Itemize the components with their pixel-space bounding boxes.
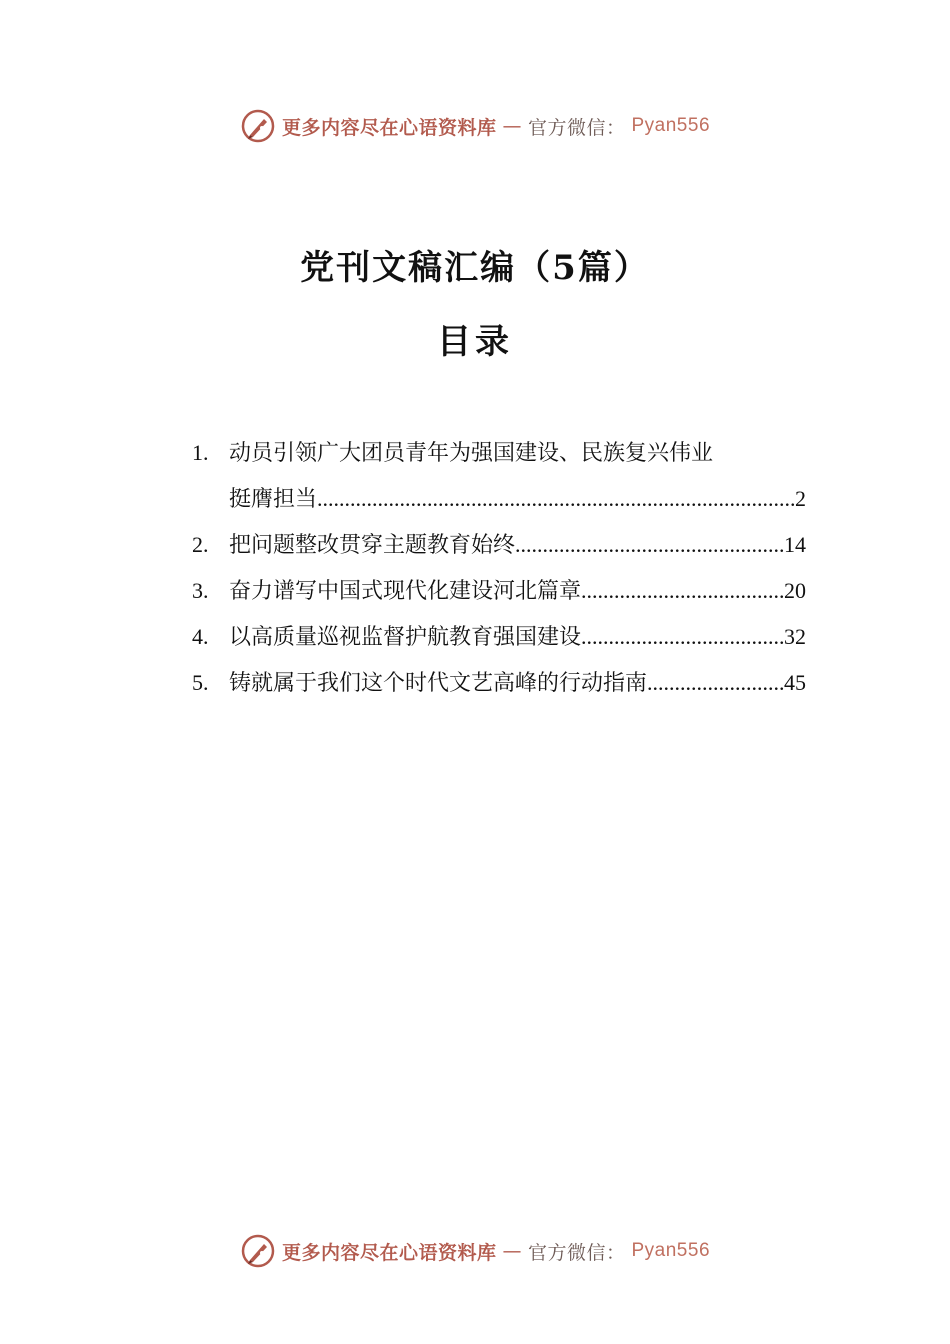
toc-entry-page: 45 — [784, 670, 806, 695]
toc-dot-leader — [317, 476, 795, 522]
table-of-contents — [192, 430, 806, 706]
pen-logo-icon — [240, 1233, 276, 1269]
watermark-wechat-id: Pyan556 — [631, 1240, 711, 1261]
toc-entry-number: 4. — [192, 624, 209, 649]
toc-entry-line — [192, 476, 806, 522]
toc-dot-leader — [581, 614, 784, 660]
toc-dot-leader — [647, 660, 784, 706]
toc-entry-title: 以高质量巡视监督护航教育强国建设 — [229, 625, 582, 650]
toc-entry-title-continued: 挺膺担当 — [229, 487, 318, 512]
toc-entry-line — [192, 568, 806, 614]
watermark-dash: — — [502, 1240, 522, 1262]
toc-entry-page: 2 — [795, 486, 806, 511]
pen-logo-icon — [240, 108, 276, 144]
toc-heading: 目录 — [437, 322, 513, 362]
toc-entry-4[interactable] — [192, 614, 806, 660]
toc-dot-leader — [515, 522, 784, 568]
toc-entry-page: 32 — [784, 624, 806, 649]
toc-entry-3[interactable] — [192, 568, 806, 614]
watermark-official-label: 官方微信： — [527, 116, 626, 139]
watermark-brand: 更多内容尽在心语资料库 — [281, 1241, 497, 1264]
toc-entry-number: 1. — [192, 440, 209, 465]
footer-watermark — [0, 1233, 950, 1269]
toc-entry-number: 5. — [192, 670, 209, 695]
document-title: 党刊文稿汇编（5篇） — [300, 248, 650, 288]
toc-dot-leader — [581, 568, 784, 614]
toc-entry-title: 把问题整改贯穿主题教育始终 — [229, 533, 516, 558]
watermark-brand: 更多内容尽在心语资料库 — [281, 116, 497, 139]
toc-entry-title: 动员引领广大团员青年为强国建设、民族复兴伟业 — [229, 441, 714, 466]
toc-entry-page: 14 — [784, 532, 806, 557]
toc-entry-2[interactable] — [192, 522, 806, 568]
toc-entry-page: 20 — [784, 578, 806, 603]
watermark-dash: — — [502, 115, 522, 137]
toc-entry-line — [192, 522, 806, 568]
toc-entry-title: 奋力谱写中国式现代化建设河北篇章 — [229, 579, 582, 604]
toc-entry-line — [192, 614, 806, 660]
toc-entry-line — [192, 660, 806, 706]
toc-entry-number: 2. — [192, 532, 209, 557]
watermark-official-label: 官方微信： — [527, 1241, 626, 1264]
header-watermark — [0, 108, 950, 144]
toc-entry-line — [192, 430, 806, 476]
toc-entry-1[interactable] — [192, 430, 806, 522]
toc-entry-number: 3. — [192, 578, 209, 603]
toc-entry-title: 铸就属于我们这个时代文艺高峰的行动指南 — [229, 671, 648, 696]
watermark-wechat-id: Pyan556 — [631, 115, 711, 136]
toc-entry-5[interactable] — [192, 660, 806, 706]
